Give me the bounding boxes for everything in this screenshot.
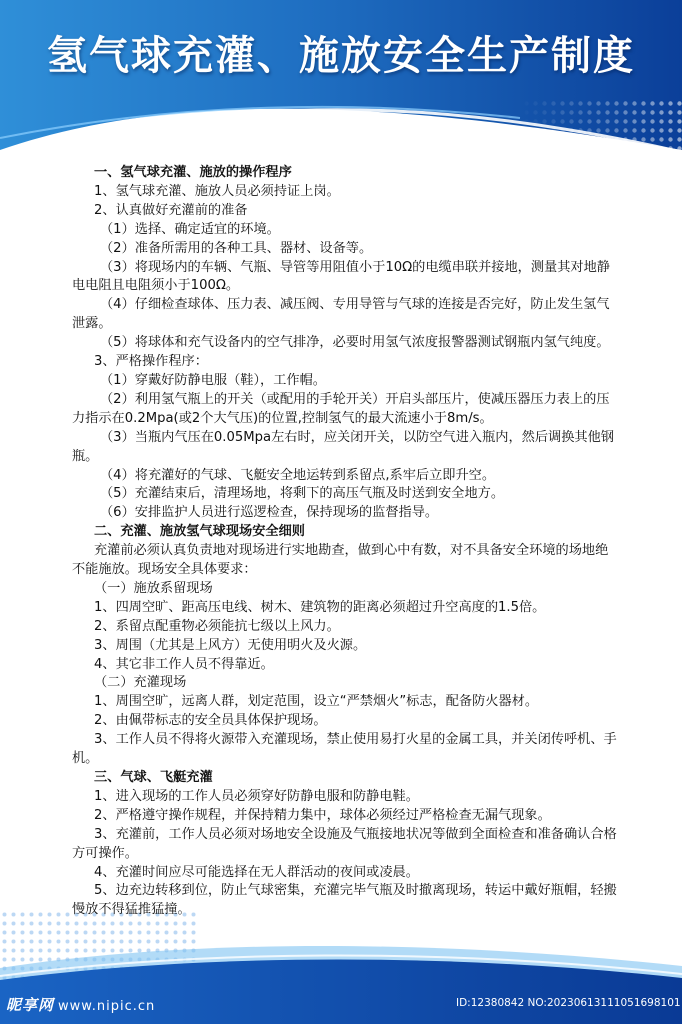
section-heading: 二、充灌、施放氢气球现场安全细则 — [94, 524, 305, 540]
section-heading: 一、氢气球充灌、施放的操作程序 — [94, 165, 292, 180]
watermark-logo-text: 昵享网 — [6, 996, 55, 1014]
paragraph: 3、严格操作程序： — [94, 354, 208, 370]
paragraph: （5）充灌结束后，清理场地，将剩下的高压气瓶及时送到安全地方。 — [100, 486, 505, 502]
paragraph: （5）将球体和充气设备内的空气排净，必要时用氢气浓度报警器测试钢瓶内氢气纯度。 — [100, 335, 610, 351]
paragraph: 3、充灌前，工作人员必须对场地安全设施及气瓶接地状况等做到全面检查和准备确认合格方可操作。 — [72, 826, 617, 861]
paragraph: 5、边充边转移到位，防止气球密集，充灌完毕气瓶及时撤离现场，转运中戴好瓶帽，轻搬慢放不得猛推猛撞。 — [72, 883, 617, 918]
paragraph: 3、周围（尤其是上风方）无使用明火及火源。 — [94, 637, 367, 653]
regulation-body — [72, 164, 620, 920]
paragraph: （4）仔细检查球体、压力表、减压阀、专用导管与气球的连接是否完好，防止发生氢气泄露。 — [72, 297, 610, 332]
paragraph: 1、氢气球充灌、施放人员必须持证上岗。 — [94, 183, 340, 199]
paragraph: （1）穿戴好防静电服（鞋），工作帽。 — [100, 372, 326, 388]
paragraph: （3）当瓶内气压在0.05Mpa左右时，应关闭开关，以防空气进入瓶内，然后调换其他钢瓶。 — [72, 429, 614, 464]
paragraph: 1、进入现场的工作人员必须穿好防静电服和防静电鞋。 — [94, 788, 419, 804]
paragraph: （1）选择、确定适宜的环境。 — [100, 221, 280, 237]
paragraph: （4）将充灌好的气球、飞艇安全地运转到系留点,系牢后立即升空。 — [100, 467, 496, 483]
watermark-id: ID:12380842 NO:20230613111051698101 — [456, 997, 681, 1009]
watermark-logo — [6, 994, 155, 1015]
paragraph: 2、系留点配重物必须能抗七级以上风力。 — [94, 618, 340, 634]
paragraph: 1、周围空旷，远离人群，划定范围，设立“严禁烟火”标志，配备防火器材。 — [94, 694, 539, 710]
section-heading: 三、气球、飞艇充灌 — [94, 770, 213, 785]
paragraph: 1、四周空旷、距高压电线、树木、建筑物的距离必须超过升空高度的1.5倍。 — [94, 599, 546, 615]
paragraph: 4、其它非工作人员不得靠近。 — [94, 656, 274, 672]
paragraph: 4、充灌时间应尽可能选择在无人群活动的夜间或凌晨。 — [94, 864, 419, 880]
subsection-heading: （一）施放系留现场 — [94, 580, 213, 596]
paragraph: （6）安排监护人员进行巡逻检查，保持现场的监督指导。 — [100, 505, 439, 521]
paragraph: 3、工作人员不得将火源带入充灌现场，禁止使用易打火星的金属工具，并关闭传呼机、手机。 — [72, 732, 617, 767]
paragraph: 充灌前必须认真负责地对现场进行实地勘查，做到心中有数，对不具备安全环境的场地绝不能施放。现场安全具体要求： — [72, 543, 609, 578]
paragraph: 2、认真做好充灌前的准备 — [94, 202, 248, 218]
paragraph: 2、严格遵守操作规程，并保持精力集中，球体必须经过严格检查无漏气现象。 — [94, 807, 551, 823]
poster-title: 氢气球充灌、施放安全生产制度 — [47, 33, 635, 79]
paragraph: （3）将现场内的车辆、气瓶、导管等用阻值小于10Ω的电缆串联并接地，测量其对地静电电阻且电阻须小于100Ω。 — [72, 259, 610, 294]
paragraph: 2、由佩带标志的安全员具体保护现场。 — [94, 713, 327, 729]
watermark-url: www.nipic.cn — [58, 999, 156, 1014]
subsection-heading: （二）充灌现场 — [94, 675, 187, 691]
paragraph: （2）准备所需用的各种工具、器材、设备等。 — [100, 240, 373, 256]
paragraph: （2）利用氢气瓶上的开关（或配用的手轮开关）开启头部压片，使减压器压力表上的压力指示在0.2Mpa(或2个大气压)的位置,控制氢气的最大流速小于8m/s。 — [72, 391, 610, 426]
